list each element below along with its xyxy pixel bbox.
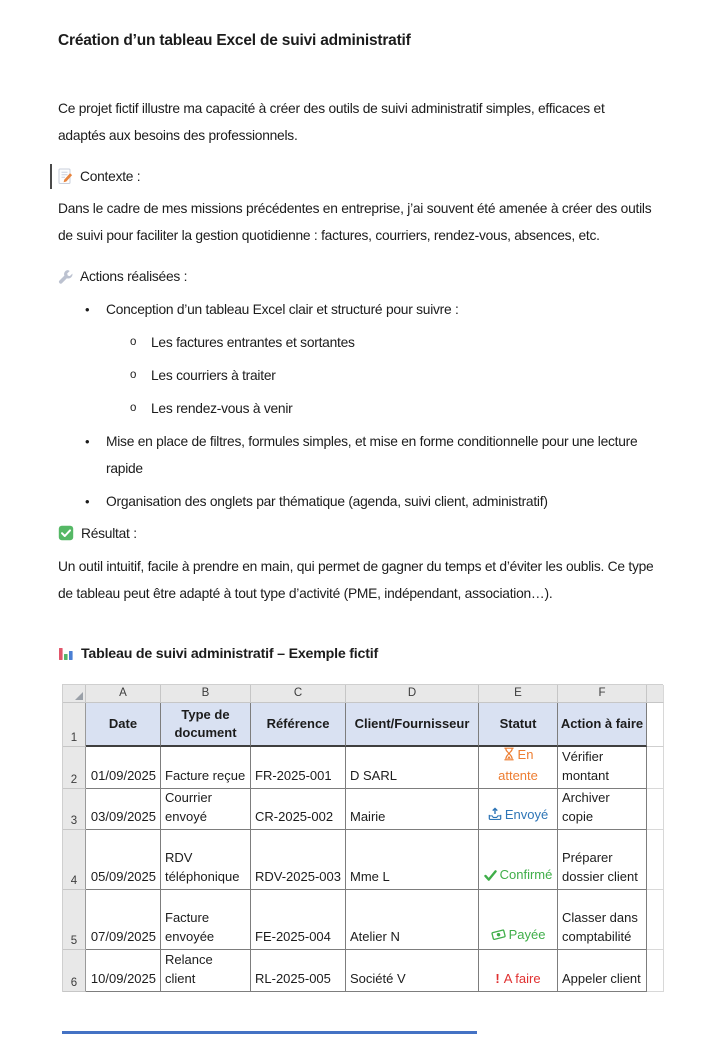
wrench-icon [58, 269, 73, 284]
bullet-item [58, 296, 654, 323]
cutoff-column [647, 789, 664, 830]
sub-bullet-text: Les rendez-vous à venir [151, 400, 293, 416]
table-caption-label: Tableau de suivi administratif – Exemple fictif [81, 645, 379, 662]
cutoff-column [647, 830, 664, 890]
cell-action: Appeler client [558, 950, 647, 992]
table-row [63, 789, 663, 830]
exclamation-icon [495, 969, 499, 988]
sub-bullet-text: Les courriers à traiter [151, 367, 276, 383]
cell-type: Facture reçue [161, 747, 251, 789]
memo-icon [57, 168, 73, 185]
sub-bullet-marker: o [130, 401, 137, 414]
sub-bullet-item [58, 362, 654, 389]
checkmark-icon [484, 867, 497, 886]
row-number: 1 [63, 703, 86, 747]
cell-type: Facture envoyée [161, 890, 251, 950]
cutoff-column [647, 950, 664, 992]
contexte-heading [58, 163, 654, 190]
cell-client: Mairie [346, 789, 479, 830]
cell-status [479, 890, 558, 950]
actions-heading [58, 263, 654, 290]
header-date: Date [86, 703, 161, 747]
actions-heading-label: Actions réalisées : [80, 268, 188, 284]
cell-client: Société V [346, 950, 479, 992]
cell-date: 07/09/2025 [86, 890, 161, 950]
cell-reference: CR-2025-002 [251, 789, 346, 830]
cutoff-column [647, 703, 664, 747]
bullet-text: Conception d’un tableau Excel clair et structuré pour suivre : [106, 301, 459, 317]
sub-bullet-item [58, 395, 654, 422]
page-title: Création d’un tableau Excel de suivi administratif [58, 32, 411, 49]
row-number: 2 [63, 747, 86, 789]
cutoff-column [647, 890, 664, 950]
bullet-item [58, 488, 654, 515]
cutoff-column [647, 685, 664, 703]
resultat-heading [58, 520, 654, 547]
cell-reference: FE-2025-004 [251, 890, 346, 950]
bullet-marker: • [85, 433, 90, 449]
column-letter-b: B [161, 685, 251, 703]
table-caption [58, 643, 654, 665]
bullet-text: Organisation des onglets par thématique (agenda, suivi client, administratif) [106, 493, 548, 509]
column-letter-a: A [86, 685, 161, 703]
bar-chart-icon [58, 646, 74, 662]
column-letters-row [63, 685, 663, 703]
cell-client: Atelier N [346, 890, 479, 950]
intro-paragraph: Ce projet fictif illustre ma capacité à créer des outils de suivi administratif simples, efficaces et adaptés aux besoins des professionnels. [58, 101, 605, 143]
cell-date: 03/09/2025 [86, 789, 161, 830]
table-row [63, 747, 663, 789]
cell-type: Courrier envoyé [161, 789, 251, 830]
contexte-heading-label: Contexte : [80, 168, 141, 184]
sub-bullet-text: Les factures entrantes et sortantes [151, 334, 355, 350]
cell-status [479, 950, 558, 992]
resultat-paragraph: Un outil intuitif, facile à prendre en main, qui permet de gagner du temps et d’éviter les oublis. Ce type de tableau peut être adapté à tout type d’activité (PME, indépendant, association…). [58, 558, 654, 601]
cell-status [479, 830, 558, 890]
bullet-marker: • [85, 301, 90, 317]
table-row [63, 890, 663, 950]
table-row [63, 830, 663, 890]
table-row [63, 950, 663, 992]
cell-client: D SARL [346, 747, 479, 789]
cutoff-column [647, 747, 664, 789]
cell-date: 10/09/2025 [86, 950, 161, 992]
status-text: En attente [498, 746, 538, 783]
column-letter-d: D [346, 685, 479, 703]
header-reference: Référence [251, 703, 346, 747]
status-text: Payée [508, 926, 546, 942]
cell-reference: RL-2025-005 [251, 950, 346, 992]
column-letter-f: F [558, 685, 647, 703]
sub-bullet-marker: o [130, 368, 137, 381]
cell-date: 01/09/2025 [86, 747, 161, 789]
spreadsheet [62, 684, 663, 992]
column-letter-e: E [479, 685, 558, 703]
status-text: Envoyé [504, 806, 549, 822]
cell-client: Mme L [346, 830, 479, 890]
actions-bullet-list [58, 296, 654, 515]
banknote-icon [491, 927, 506, 946]
cell-status [479, 747, 558, 789]
cell-type: Relance client [161, 950, 251, 992]
row-number: 5 [63, 890, 86, 950]
header-statut: Statut [479, 703, 558, 747]
row-number: 6 [63, 950, 86, 992]
status-text: Confirmé [499, 866, 553, 882]
text-cursor [50, 164, 52, 189]
resultat-heading-label: Résultat : [81, 525, 137, 541]
row-number: 3 [63, 789, 86, 830]
cell-reference: RDV-2025-003 [251, 830, 346, 890]
cell-action: Archiver copie [558, 789, 647, 830]
cell-action: Vérifier montant [558, 747, 647, 789]
header-client: Client/Fournisseur [346, 703, 479, 747]
header-type: Type de document [161, 703, 251, 747]
cell-action: Classer dans comptabilité [558, 890, 647, 950]
status-text: A faire [503, 970, 541, 986]
sub-bullet-marker: o [130, 335, 137, 348]
outbox-icon [488, 807, 502, 826]
sub-bullet-item [58, 329, 654, 356]
row-number: 4 [63, 830, 86, 890]
select-all-corner [63, 685, 86, 703]
cell-type: RDV téléphonique [161, 830, 251, 890]
cell-reference: FR-2025-001 [251, 747, 346, 789]
header-action: Action à faire [558, 703, 647, 747]
column-letter-c: C [251, 685, 346, 703]
cell-status [479, 789, 558, 830]
bullet-marker: • [85, 493, 90, 509]
header-row [63, 703, 663, 747]
cell-action: Préparer dossier client [558, 830, 647, 890]
bullet-text: Mise en place de filtres, formules simples, et mise en forme conditionnelle pour une lecture rapide [106, 433, 638, 476]
check-square-icon [58, 525, 74, 541]
hourglass-icon [503, 747, 515, 766]
bullet-item [58, 428, 654, 482]
next-image-top-edge [62, 1031, 477, 1034]
contexte-paragraph: Dans le cadre de mes missions précédentes en entreprise, j’ai souvent été amenée à créer des outils de suivi pour faciliter la gestion quotidienne : factures, courriers, rendez-vous, absences, etc. [58, 200, 652, 243]
cell-date: 05/09/2025 [86, 830, 161, 890]
